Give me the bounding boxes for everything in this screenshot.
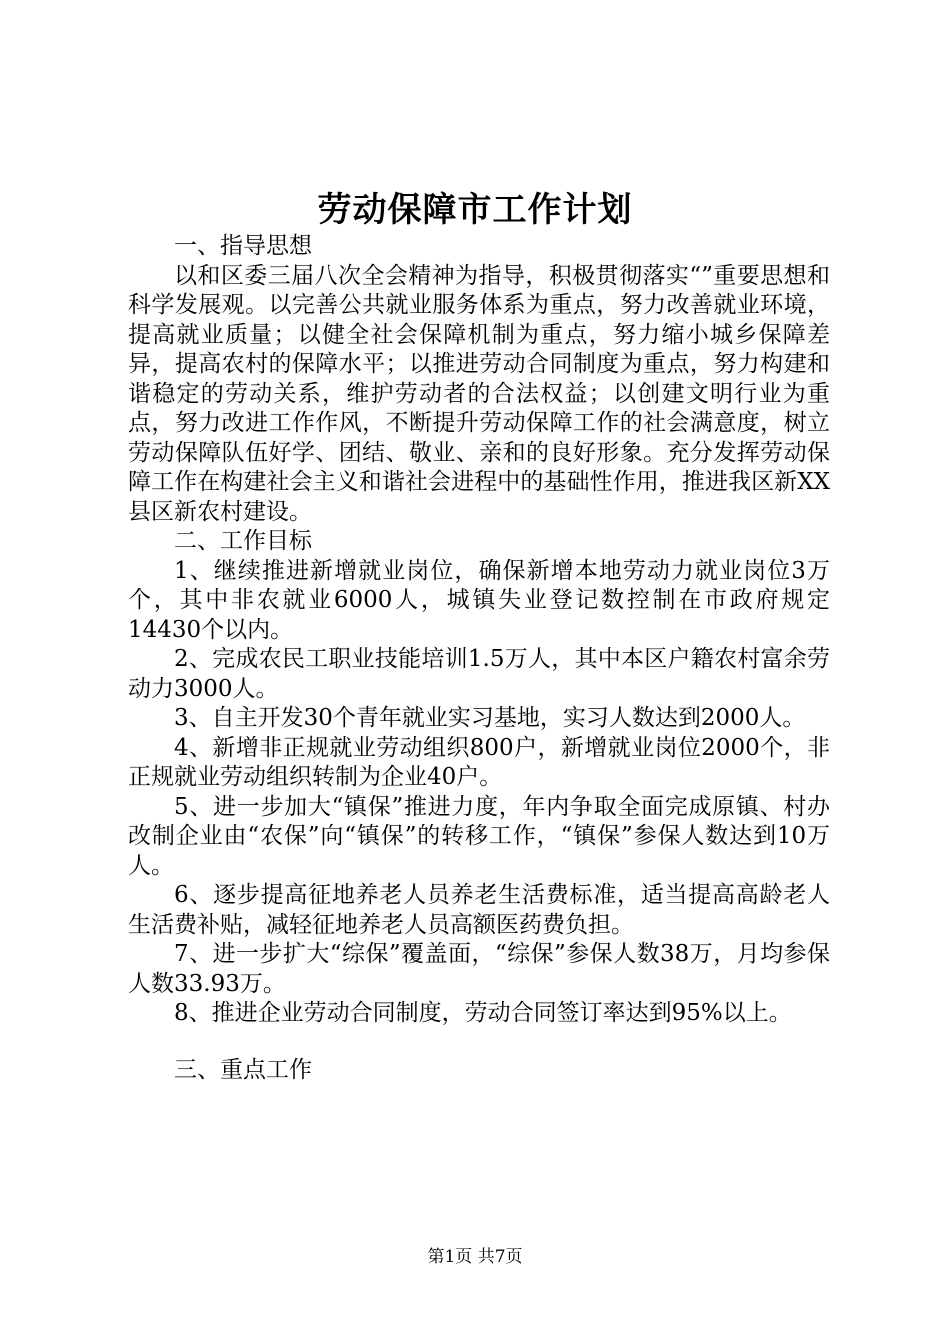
page-footer: 第1页 共7页 [427,1247,523,1267]
goal-item-4: 4、新增非正规就业劳动组织800户，新增就业岗位2000个，非正规就业劳动组织转制为企业40户。 [128,734,830,790]
section-heading-key-work: 三、重点工作 [174,1056,312,1083]
goal-item-7: 7、进一步扩大“综保”覆盖面，“综保”参保人数38万，月均参保人数33.93万。 [128,941,830,997]
document-body [128,232,830,1085]
document-title: 劳动保障市工作计划 [317,190,633,230]
guiding-thought-paragraph: 以和区委三届八次全会精神为指导，积极贯彻落实“”重要思想和科学发展观。以完善公共就业服务体系为重点，努力改善就业环境，提高就业质量；以健全社会保障机制为重点，努力缩小城乡保障差异，提高农村的保障水平；以推进劳动合同制度为重点，努力构建和谐稳定的劳动关系，维护劳动者的合法权益；以创建文明行业为重点，努力改进工作作风，不断提升劳动保障工作的社会满意度，树立劳动保障队伍好学、团结、敬业、亲和的良好形象。充分发挥劳动保障工作在构建社会主义和谐社会进程中的基础性作用，推进我区新XX县区新农村建设。 [128,262,830,525]
section-heading-guiding-thought: 一、指导思想 [174,233,312,259]
goal-item-2: 2、完成农民工职业技能培训1.5万人，其中本区户籍农村富余劳动力3000人。 [128,646,830,702]
goal-item-1: 1、继续推进新增就业岗位，确保新增本地劳动力就业岗位3万个，其中非农就业6000人，城镇失业登记数控制在市政府规定14430个以内。 [128,557,830,643]
goal-item-6: 6、逐步提高征地养老人员养老生活费标准，适当提高高龄老人生活费补贴，减轻征地养老人员高额医药费负担。 [128,882,830,938]
goal-item-8: 8、推进企业劳动合同制度，劳动合同签订率达到95%以上。 [174,1000,792,1026]
goal-item-5: 5、进一步加大“镇保”推进力度，年内争取全面完成原镇、村办改制企业由“农保”向“镇保”的转移工作，“镇保”参保人数达到10万人。 [128,793,830,879]
section-heading-work-goals: 二、工作目标 [174,528,312,554]
goal-item-3: 3、自主开发30个青年就业实习基地，实习人数达到2000人。 [174,705,806,731]
